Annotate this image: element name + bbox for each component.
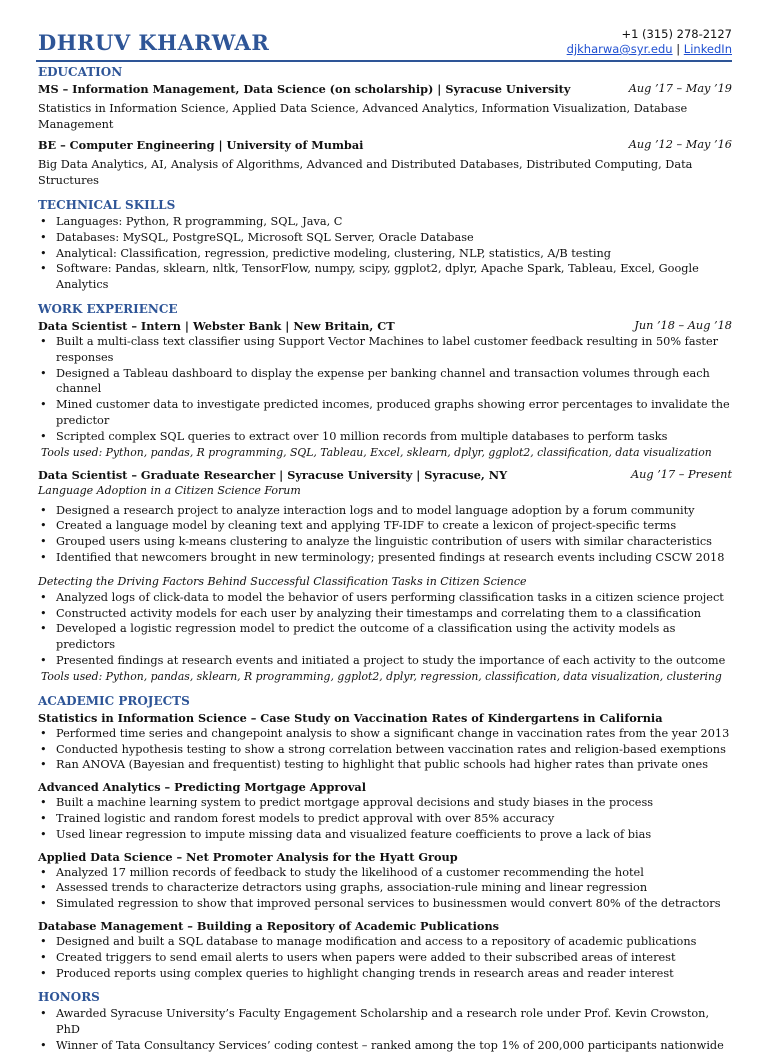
courses-ms: Statistics in Information Science, Applied Data Science, Advanced Analytics, Information Visualization, Database Management xyxy=(38,102,688,131)
contact-links xyxy=(567,42,732,57)
list-item: • Performed time series and changepoint analysis to show a significant change in vaccination rates from the year 2013 xyxy=(38,726,732,742)
job-title-webster: Data Scientist – Intern | Webster Bank | New Britain, CT xyxy=(38,318,395,333)
project-classification-bullets xyxy=(38,590,732,669)
project-title: Statistics in Information Science – Case Study on Vaccination Rates of Kindergartens in California xyxy=(38,710,663,725)
project-hyatt xyxy=(38,849,732,865)
list-item: • Grouped users using k-means clustering to analyze the linguistic contribution of users with similar characteristics xyxy=(38,534,732,550)
list-item: • Winner of Tata Consultancy Services’ coding contest – ranked among the top 1% of 200,000 participants nationwide xyxy=(38,1038,732,1054)
list-item: • Analyzed 17 million records of feedback to study the likelihood of a customer recommending the hotel xyxy=(38,865,732,881)
list-item: • Created a language model by cleaning text and applying TF-IDF to create a lexicon of project-specific terms xyxy=(38,518,732,534)
candidate-name: DHRUV KHARWAR xyxy=(38,30,270,55)
courses-be: Big Data Analytics, AI, Analysis of Algorithms, Advanced and Distributed Databases, Distributed Computing, Data Structures xyxy=(38,158,693,187)
list-item: • Developed a logistic regression model to predict the outcome of a classification using the activity models as predictors xyxy=(38,621,732,653)
job-syracuse xyxy=(38,467,732,483)
education-entry-be xyxy=(38,137,732,153)
job-dates-webster: Jun ’18 – Aug ’18 xyxy=(634,318,732,332)
honors-heading: HONORS xyxy=(38,990,100,1005)
dates-be: Aug ’12 – May ’16 xyxy=(628,138,732,151)
linkedin-link[interactable]: LinkedIn xyxy=(683,42,732,56)
list-item: • Software: Pandas, sklearn, nltk, TensorFlow, numpy, scipy, ggplot2, dplyr, Apache Spark, Tableau, Excel, Google Analytics xyxy=(38,261,732,293)
tools-syracuse: Tools used: Python, pandas, sklearn, R programming, ggplot2, dplyr, regression, classification, data visualization, clustering xyxy=(41,669,722,683)
list-item: • Analyzed logs of click-data to model the behavior of users performing classification tasks in a citizen science project xyxy=(38,590,732,606)
list-item: • Created triggers to send email alerts to users when papers were added to their subscribed areas of interest xyxy=(38,950,732,966)
list-item: • Produced reports using complex queries to highlight changing trends in research areas and reader interest xyxy=(38,966,732,982)
job-webster xyxy=(38,318,732,334)
list-item: • Simulated regression to show that improved personal services to businessmen would convert 80% of the detractors xyxy=(38,896,732,912)
work-heading: WORK EXPERIENCE xyxy=(38,301,178,316)
list-item: • Designed a Tableau dashboard to display the expense per banking channel and transaction volumes through each channel xyxy=(38,366,732,398)
list-item: • Languages: Python, R programming, SQL, Java, C xyxy=(38,214,732,230)
education-heading: EDUCATION xyxy=(38,65,123,79)
email-link[interactable]: djkharwa@syr.edu xyxy=(566,42,673,56)
list-item: • Trained logistic and random forest models to predict approval with over 85% accuracy xyxy=(38,811,732,827)
skills-list xyxy=(38,214,732,293)
honors-list xyxy=(38,1006,732,1053)
list-item: • Mined customer data to investigate predicted incomes, produced graphs showing error percentages to invalidate the predictor xyxy=(38,397,732,429)
skills-heading: TECHNICAL SKILLS xyxy=(38,198,176,212)
project-hyatt-bullets xyxy=(38,865,732,912)
list-item: • Designed a research project to analyze interaction logs and to model language adoption by a forum community xyxy=(38,503,732,519)
phone-number: +1 (315) 278-2127 xyxy=(621,27,732,41)
project-database xyxy=(38,918,732,934)
job-webster-bullets xyxy=(38,334,732,445)
project-vaccination xyxy=(38,710,732,726)
project-vaccination-bullets xyxy=(38,726,732,773)
list-item: • Ran ANOVA (Bayesian and frequentist) testing to highlight that public schools had higher rates than private ones xyxy=(38,757,732,773)
job-dates-syracuse: Aug ’17 – Present xyxy=(630,467,732,481)
project-title-language: Language Adoption in a Citizen Science Forum xyxy=(38,483,301,497)
list-item: • Built a multi-class text classifier using Support Vector Machines to label customer feedback resulting in 50% faster responses xyxy=(38,334,732,366)
degree-be: BE – Computer Engineering | University of Mumbai xyxy=(38,138,364,152)
tools-webster: Tools used: Python, pandas, R programming, SQL, Tableau, Excel, sklearn, dplyr, ggplot2, classification, data visualization xyxy=(41,445,712,459)
link-separator: | xyxy=(672,42,684,56)
project-database-bullets xyxy=(38,934,732,981)
list-item: • Awarded Syracuse University’s Faculty Engagement Scholarship and a research role under Prof. Kevin Crowston, PhD xyxy=(38,1006,732,1038)
project-title: Advanced Analytics – Predicting Mortgage Approval xyxy=(38,780,367,795)
education-entry-ms xyxy=(38,81,732,97)
job-title-syracuse: Data Scientist – Graduate Researcher | Syracuse University | Syracuse, NY xyxy=(38,467,508,482)
list-item: • Databases: MySQL, PostgreSQL, Microsoft SQL Server, Oracle Database xyxy=(38,230,732,246)
projects-heading: ACADEMIC PROJECTS xyxy=(38,693,190,708)
list-item: • Analytical: Classification, regression, predictive modeling, clustering, NLP, statistics, A/B testing xyxy=(38,246,732,262)
list-item: • Constructed activity models for each user by analyzing their timestamps and correlating them to a classification xyxy=(38,606,732,622)
list-item: • Designed and built a SQL database to manage modification and access to a repository of academic publications xyxy=(38,934,732,950)
dates-ms: Aug ’17 – May ’19 xyxy=(628,82,732,95)
header-rule xyxy=(36,60,732,62)
list-item: • Presented findings at research events and initiated a project to study the importance of each activity to the outcome xyxy=(38,653,732,669)
list-item: • Scripted complex SQL queries to extract over 10 million records from multiple databases to perform tasks xyxy=(38,429,732,445)
project-title: Database Management – Building a Repository of Academic Publications xyxy=(38,918,500,933)
list-item: • Conducted hypothesis testing to show a strong correlation between vaccination rates and religion-based exemptions xyxy=(38,742,732,758)
project-mortgage-bullets xyxy=(38,795,732,842)
degree-ms: MS – Information Management, Data Science (on scholarship) | Syracuse University xyxy=(38,82,571,96)
project-title-classification: Detecting the Driving Factors Behind Successful Classification Tasks in Citizen Science xyxy=(38,574,527,588)
project-title: Applied Data Science – Net Promoter Analysis for the Hyatt Group xyxy=(38,849,458,864)
project-language-bullets xyxy=(38,503,732,566)
list-item: • Built a machine learning system to predict mortgage approval decisions and study biases in the process xyxy=(38,795,732,811)
resume-content xyxy=(38,64,732,1054)
project-mortgage xyxy=(38,779,732,795)
contact-block xyxy=(567,27,732,57)
list-item: • Assessed trends to characterize detractors using graphs, association-rule mining and linear regression xyxy=(38,880,732,896)
list-item: • Used linear regression to impute missing data and visualized feature coefficients to prove a lack of bias xyxy=(38,827,732,843)
list-item: • Identified that newcomers brought in new terminology; presented findings at research events including CSCW 2018 xyxy=(38,550,732,566)
